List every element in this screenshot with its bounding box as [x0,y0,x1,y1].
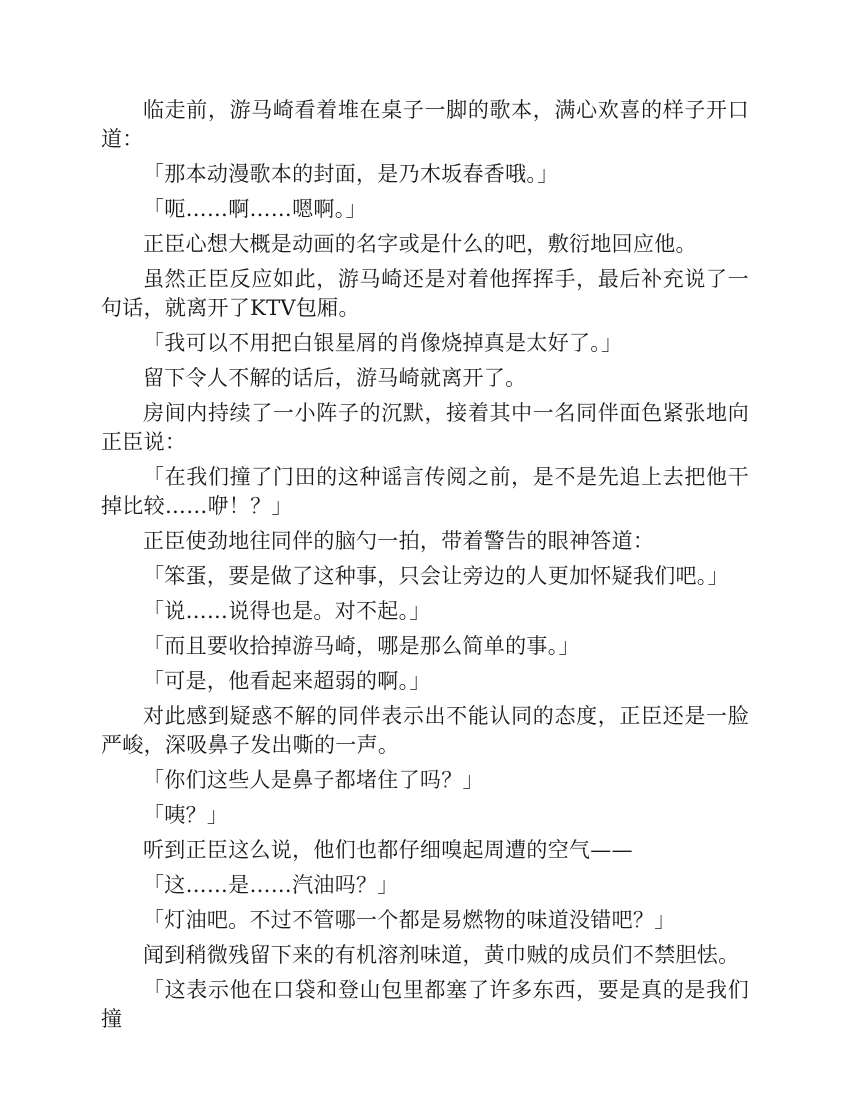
paragraph: 闻到稍微残留下来的有机溶剂味道，黄巾贼的成员们不禁胆怯。 [143,943,740,967]
paragraph: 「那本动漫歌本的封面，是乃木坂春香哦。」 [143,162,559,186]
paragraph: 「呃……啊……嗯啊。」 [143,197,367,221]
paragraph: 「灯油吧。不过不管哪一个都是易燃物的味道没错吧？」 [143,908,676,932]
paragraph: 「这表示他在口袋和登山包里都塞了许多东西，要是真的是我们撞 [101,978,749,1031]
paragraph: 「咦？」 [143,803,229,827]
paragraph: 「可是，他看起来超弱的啊。」 [143,669,431,693]
paragraph: 「你们这些人是鼻子都堵住了吗？」 [143,768,484,792]
paragraph: 听到正臣这么说，他们也都仔细嗅起周遭的空气—— [143,838,633,862]
paragraph: 正臣使劲地往同伴的脑勺一拍，带着警告的眼神答道： [143,529,655,553]
paragraph: 「说……说得也是。对不起。」 [143,599,431,623]
paragraph: 临走前，游马崎看着堆在桌子一脚的歌本，满心欢喜的样子开口道： [101,98,749,151]
paragraph: 「在我们撞了门田的这种谣言传阅之前，是不是先追上去把他干掉比较……咿！？」 [101,465,749,518]
paragraph: 「我可以不用把白银星屑的肖像烧掉真是太好了。」 [143,331,623,355]
paragraph: 「这……是……汽油吗？」 [143,873,399,897]
paragraph: 留下令人不解的话后，游马崎就离开了。 [143,366,527,390]
document-page [101,96,749,1040]
paragraph: 正臣心想大概是动画的名字或是什么的吧，敷衍地回应他。 [143,232,697,256]
paragraph: 「笨蛋，要是做了这种事，只会让旁边的人更加怀疑我们吧。」 [143,564,729,588]
paragraph: 「而且要收拾掉游马崎，哪是那么简单的事。」 [143,634,580,658]
paragraph: 虽然正臣反应如此，游马崎还是对着他挥挥手，最后补充说了一句话，就离开了KTV包厢。 [101,267,749,320]
paragraph: 房间内持续了一小阵子的沉默，接着其中一名同伴面色紧张地向正臣说： [101,401,749,454]
paragraph: 对此感到疑惑不解的同伴表示出不能认同的态度，正臣还是一脸严峻，深吸鼻子发出嘶的一声。 [101,704,749,757]
